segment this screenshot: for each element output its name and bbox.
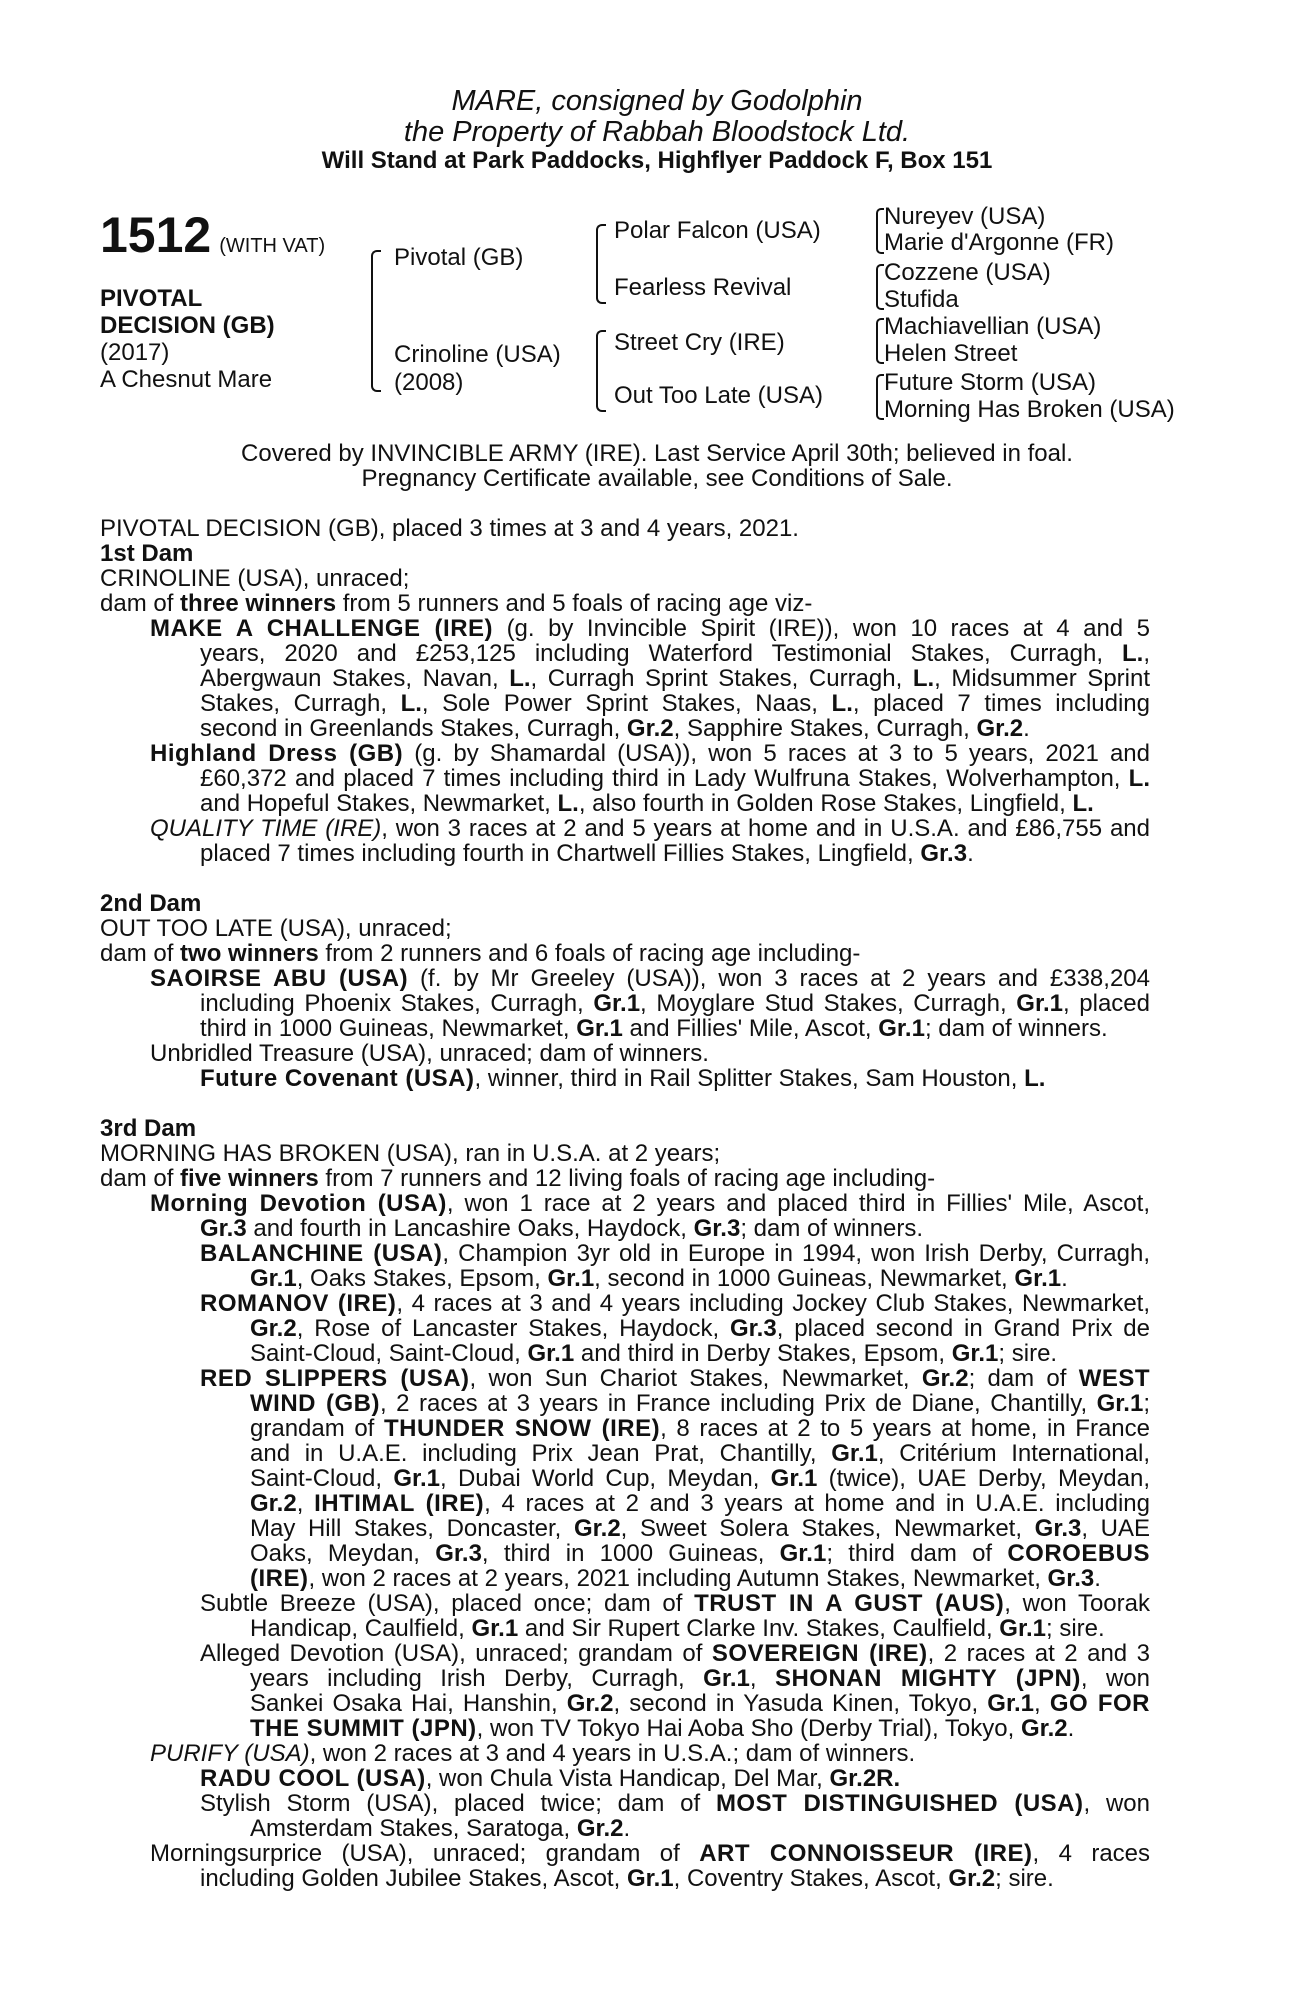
produce-line: (IRE), won 2 races at 2 years, 2021 including Autumn Stakes, Newmarket, Gr.3. xyxy=(250,1565,1101,1592)
produce-line: and in U.A.E. including Prix Jean Prat, Chantilly, Gr.1, Critérium International, xyxy=(250,1440,1151,1467)
pedigree-bracket xyxy=(876,264,884,310)
produce-line: Alleged Devotion (USA), unraced; grandam of SOVEREIGN (IRE), 2 races at 2 and 3 xyxy=(200,1640,1150,1667)
produce-line: Saint-Cloud, Gr.1, Dubai World Cup, Meydan, Gr.1 (twice), UAE Derby, Meydan, xyxy=(250,1465,1150,1492)
produce-line: QUALITY TIME (IRE), won 3 races at 2 and 5 years at home and in U.S.A. and £86,755 and xyxy=(150,815,1150,842)
produce-line: May Hill Stakes, Doncaster, Gr.2, Sweet Solera Stakes, Newmarket, Gr.3, UAE xyxy=(250,1515,1151,1542)
gen3-3: Cozzene (USA) xyxy=(884,259,1051,286)
produce-line: years, 2020 and £253,125 including Waterford Testimonial Stakes, Curragh, L., xyxy=(200,640,1150,667)
gen3-8: Morning Has Broken (USA) xyxy=(884,396,1175,423)
produce-line: Morningsurprice (USA), unraced; grandam of ART CONNOISSEUR (IRE), 4 races xyxy=(150,1840,1151,1867)
produce-line: Gr.1, Oaks Stakes, Epsom, Gr.1, second in 1000 Guineas, Newmarket, Gr.1. xyxy=(250,1265,1068,1292)
produce-line: RED SLIPPERS (USA), won Sun Chariot Stakes, Newmarket, Gr.2; dam of WEST xyxy=(200,1365,1151,1392)
first-dam-summary: dam of three winners from 5 runners and 5 foals of racing age viz- xyxy=(100,590,813,617)
produce-line: SAOIRSE ABU (USA) (f. by Mr Greeley (USA)), won 3 races at 2 years and £338,204 xyxy=(150,965,1150,992)
horse-name-line2: DECISION (GB) xyxy=(100,312,275,339)
pedigree-bracket xyxy=(596,224,606,304)
property-line: the Property of Rabbah Bloodstock Ltd. xyxy=(403,116,911,148)
covered-line: Covered by INVINCIBLE ARMY (IRE). Last Service April 30th; believed in foal. xyxy=(241,440,1073,467)
first-dam-heading: 1st Dam xyxy=(100,540,194,567)
sire-sire: Polar Falcon (USA) xyxy=(614,217,821,244)
lot-number: 1512 xyxy=(100,207,212,263)
produce-line: THE SUMMIT (JPN), won TV Tokyo Hai Aoba Sho (Derby Trial), Tokyo, Gr.2. xyxy=(250,1715,1075,1742)
produce-line: grandam of THUNDER SNOW (IRE), 8 races at 2 to 5 years at home, in France xyxy=(250,1415,1150,1442)
second-dam-line: OUT TOO LATE (USA), unraced; xyxy=(100,915,452,942)
produce-line: Saint-Cloud, Saint-Cloud, Gr.1 and third in Derby Stakes, Epsom, Gr.1; sire. xyxy=(250,1340,1058,1367)
gen3-7: Future Storm (USA) xyxy=(884,369,1097,396)
produce-line: Future Covenant (USA), winner, third in Rail Splitter Stakes, Sam Houston, L. xyxy=(200,1065,1046,1092)
pregnancy-line: Pregnancy Certificate available, see Conditions of Sale. xyxy=(361,465,953,492)
pedigree-bracket xyxy=(596,330,606,412)
dam-year: (2008) xyxy=(394,369,464,396)
horse-description: A Chesnut Mare xyxy=(100,366,273,393)
first-dam-line: CRINOLINE (USA), unraced; xyxy=(100,565,410,592)
horse-year: (2017) xyxy=(100,339,170,366)
location-line: Will Stand at Park Paddocks, Highflyer Paddock F, Box 151 xyxy=(321,147,993,174)
pedigree-bracket xyxy=(876,318,884,364)
vat-label: (WITH VAT) xyxy=(219,235,326,257)
produce-line: Gr.2, IHTIMAL (IRE), 4 races at 2 and 3 years at home and in U.A.E. including xyxy=(250,1490,1151,1517)
sire-name: Pivotal (GB) xyxy=(394,244,524,271)
produce-line: BALANCHINE (USA), Champion 3yr old in Europe in 1994, won Irish Derby, Curragh, xyxy=(200,1240,1151,1267)
dam-dam: Out Too Late (USA) xyxy=(614,382,823,409)
produce-line: Amsterdam Stakes, Saratoga, Gr.2. xyxy=(250,1815,631,1842)
pedigree-bracket xyxy=(371,250,381,392)
sire-dam: Fearless Revival xyxy=(614,274,792,301)
produce-line: Gr.3 and fourth in Lancashire Oaks, Haydock, Gr.3; dam of winners. xyxy=(200,1215,924,1242)
produce-line: £60,372 and placed 7 times including third in Lady Wulfruna Stakes, Wolverhampton, L. xyxy=(200,765,1150,792)
produce-line: WIND (GB), 2 races at 3 years in France including Prix de Diane, Chantilly, Gr.1; xyxy=(250,1390,1150,1417)
produce-line: placed 7 times including fourth in Chartwell Fillies Stakes, Lingfield, Gr.3. xyxy=(200,840,974,867)
produce-line: Sankei Osaka Hai, Hanshin, Gr.2, second in Yasuda Kinen, Tokyo, Gr.1, GO FOR xyxy=(250,1690,1150,1717)
produce-line: RADU COOL (USA), won Chula Vista Handicap, Del Mar, Gr.2R. xyxy=(200,1765,901,1792)
horse-details xyxy=(100,285,275,393)
produce-line: Gr.2, Rose of Lancaster Stakes, Haydock, Gr.3, placed second in Grand Prix de xyxy=(250,1315,1150,1342)
lot-number-block xyxy=(100,206,325,264)
produce-line: Abergwaun Stakes, Navan, L., Curragh Sprint Stakes, Curragh, L., Midsummer Sprint xyxy=(200,665,1151,692)
produce-line: third in 1000 Guineas, Newmarket, Gr.1 and Fillies' Mile, Ascot, Gr.1; dam of winners. xyxy=(200,1015,1108,1042)
produce-line: ROMANOV (IRE), 4 races at 3 and 4 years including Jockey Club Stakes, Newmarket, xyxy=(200,1290,1151,1317)
third-dam-line: MORNING HAS BROKEN (USA), ran in U.S.A. at 2 years; xyxy=(100,1140,721,1167)
produce-line: including Phoenix Stakes, Curragh, Gr.1, Moyglare Stud Stakes, Curragh, Gr.1, placed xyxy=(200,990,1150,1017)
second-dam-summary: dam of two winners from 2 runners and 6 foals of racing age including- xyxy=(100,940,861,967)
horse-name-line1: PIVOTAL xyxy=(100,285,203,312)
produce-line: Oaks, Meydan, Gr.3, third in 1000 Guineas, Gr.1; third dam of COROEBUS xyxy=(250,1540,1151,1567)
intro-line: PIVOTAL DECISION (GB), placed 3 times at 3 and 4 years, 2021. xyxy=(100,515,799,542)
third-dam-summary: dam of five winners from 7 runners and 12 living foals of racing age including- xyxy=(100,1165,936,1192)
third-dam-heading: 3rd Dam xyxy=(100,1115,197,1142)
second-dam-heading: 2nd Dam xyxy=(100,890,202,917)
produce-line: years including Irish Derby, Curragh, Gr.1, SHONAN MIGHTY (JPN), won xyxy=(250,1665,1150,1692)
produce-line: Unbridled Treasure (USA), unraced; dam of winners. xyxy=(150,1040,709,1067)
produce-line: Highland Dress (GB) (g. by Shamardal (USA)), won 5 races at 3 to 5 years, 2021 and xyxy=(150,740,1150,767)
produce-line: Morning Devotion (USA), won 1 race at 2 years and placed third in Fillies' Mile, Ascot, xyxy=(150,1190,1150,1217)
produce-line: including Golden Jubilee Stakes, Ascot, Gr.1, Coventry Stakes, Ascot, Gr.2; sire. xyxy=(200,1865,1054,1892)
produce-line: Handicap, Caulfield, Gr.1 and Sir Rupert Clarke Inv. Stakes, Caulfield, Gr.1; sire. xyxy=(250,1615,1105,1642)
pedigree-bracket xyxy=(876,208,884,254)
dam-sire: Street Cry (IRE) xyxy=(614,329,785,356)
produce-line: Subtle Breeze (USA), placed once; dam of TRUST IN A GUST (AUS), won Toorak xyxy=(200,1590,1150,1617)
consignor-line: MARE, consigned by Godolphin xyxy=(451,85,863,117)
gen3-1: Nureyev (USA) xyxy=(884,203,1046,230)
produce-line: MAKE A CHALLENGE (IRE) (g. by Invincible Spirit (IRE)), won 10 races at 4 and 5 xyxy=(150,615,1151,642)
gen3-5: Machiavellian (USA) xyxy=(884,313,1102,340)
produce-line: second in Greenlands Stakes, Curragh, Gr.2, Sapphire Stakes, Curragh, Gr.2. xyxy=(200,715,1030,742)
dam-name: Crinoline (USA) xyxy=(394,341,561,368)
produce-line: and Hopeful Stakes, Newmarket, L., also fourth in Golden Rose Stakes, Lingfield, L. xyxy=(200,790,1094,817)
pedigree-bracket xyxy=(876,374,884,420)
produce-line: Stylish Storm (USA), placed twice; dam of MOST DISTINGUISHED (USA), won xyxy=(200,1790,1150,1817)
produce-line: PURIFY (USA), won 2 races at 3 and 4 years in U.S.A.; dam of winners. xyxy=(150,1740,916,1767)
gen3-2: Marie d'Argonne (FR) xyxy=(884,229,1114,256)
gen3-6: Helen Street xyxy=(884,340,1018,367)
gen3-4: Stufida xyxy=(884,286,959,313)
produce-line: Stakes, Curragh, L., Sole Power Sprint Stakes, Naas, L., placed 7 times including xyxy=(200,690,1151,717)
